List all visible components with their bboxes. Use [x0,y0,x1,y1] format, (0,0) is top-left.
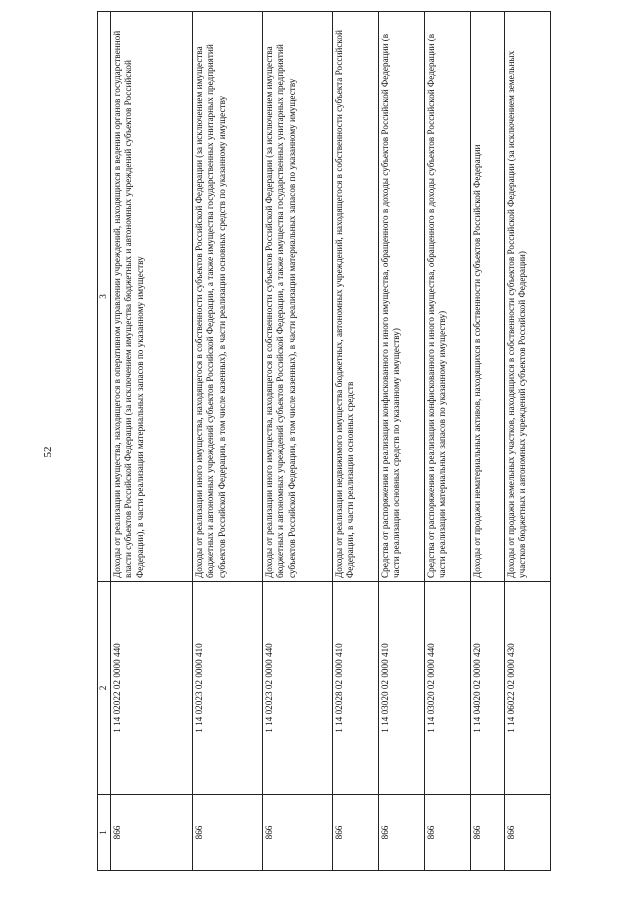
table-row [505,12,551,871]
revenue-codes-table [97,11,551,871]
description-cell: Средства от распоряжения и реализации конфискованного и иного имущества, обращенного в доходы субъектов Российской Федерации (в части реализации основных средств по указанному имуществу) [379,12,425,582]
admin-code-cell: 866 [425,795,471,871]
admin-code-cell: 866 [471,795,505,871]
revenue-code-cell: 1 14 03020 02 0000 440 [425,582,471,795]
admin-code-cell: 866 [379,795,425,871]
admin-code-cell: 866 [263,795,333,871]
revenue-code-cell: 1 14 06022 02 0000 430 [505,582,551,795]
admin-code-cell: 866 [193,795,263,871]
table-row [379,12,425,871]
admin-code-cell: 866 [111,795,193,871]
rotated-table [97,30,528,871]
table-row [263,12,333,871]
revenue-code-cell: 1 14 03020 02 0000 410 [379,582,425,795]
description-cell: Доходы от продажи земельных участков, находящихся в собственности субъектов Российской Федерации (за исключением земельных участков бюджетных и автономных учреждений субъектов Российской Федерации) [505,12,551,582]
revenue-code-cell: 1 14 02022 02 0000 440 [111,582,193,795]
revenue-code-cell: 1 14 02023 02 0000 440 [263,582,333,795]
table-row [193,12,263,871]
table-row [471,12,505,871]
description-cell: Доходы от реализации имущества, находящегося в оперативном управлении учреждений, находящихся в ведении органов государственной власти субъектов Российской Федерации (за исключением имущества бюджетных и автономных учреждений субъектов Российской Федерации), в части реализации материальных запасов по указанному имуществу [111,12,193,582]
header-col-1: 1 [98,795,111,871]
header-col-3: 3 [98,12,111,582]
revenue-code-cell: 1 14 02028 02 0000 410 [333,582,379,795]
table-row [333,12,379,871]
table-container [97,30,528,871]
table-header-row [98,12,111,871]
description-cell: Доходы от реализации иного имущества, находящегося в собственности субъектов Российской Федерации (за исключением имущества бюджетных и автономных учреждений субъектов Российской Федерации, а также имущества государственных унитарных предприятий субъектов Российской Федерации, в том числе казенных), в части реализации материальных запасов по указанному имуществу [263,12,333,582]
admin-code-cell: 866 [333,795,379,871]
page-number: 52 [42,446,54,458]
description-cell: Доходы от реализации иного имущества, находящегося в собственности субъектов Российской Федерации (за исключением имущества бюджетных и автономных учреждений субъектов Российской Федерации, а также имущества государственных унитарных предприятий субъектов Российской Федерации, в том числе казенных), в части реализации основных средств по указанному имуществу [193,12,263,582]
description-cell: Доходы от продажи нематериальных активов, находящихся в собственности субъектов Российской Федерации [471,12,505,582]
revenue-code-cell: 1 14 04020 02 0000 420 [471,582,505,795]
description-cell: Доходы от реализации недвижимого имущества бюджетных, автономных учреждений, находящегося в собственности субъекта Российской Федерации, в части реализации основных средств [333,12,379,582]
revenue-code-cell: 1 14 02023 02 0000 410 [193,582,263,795]
table-row [111,12,193,871]
table-row [425,12,471,871]
description-cell: Средства от распоряжения и реализации конфискованного и иного имущества, обращенного в доходы субъектов Российской Федерации (в части реализации материальных запасов по указанному имуществу) [425,12,471,582]
admin-code-cell: 866 [505,795,551,871]
header-col-2: 2 [98,582,111,795]
